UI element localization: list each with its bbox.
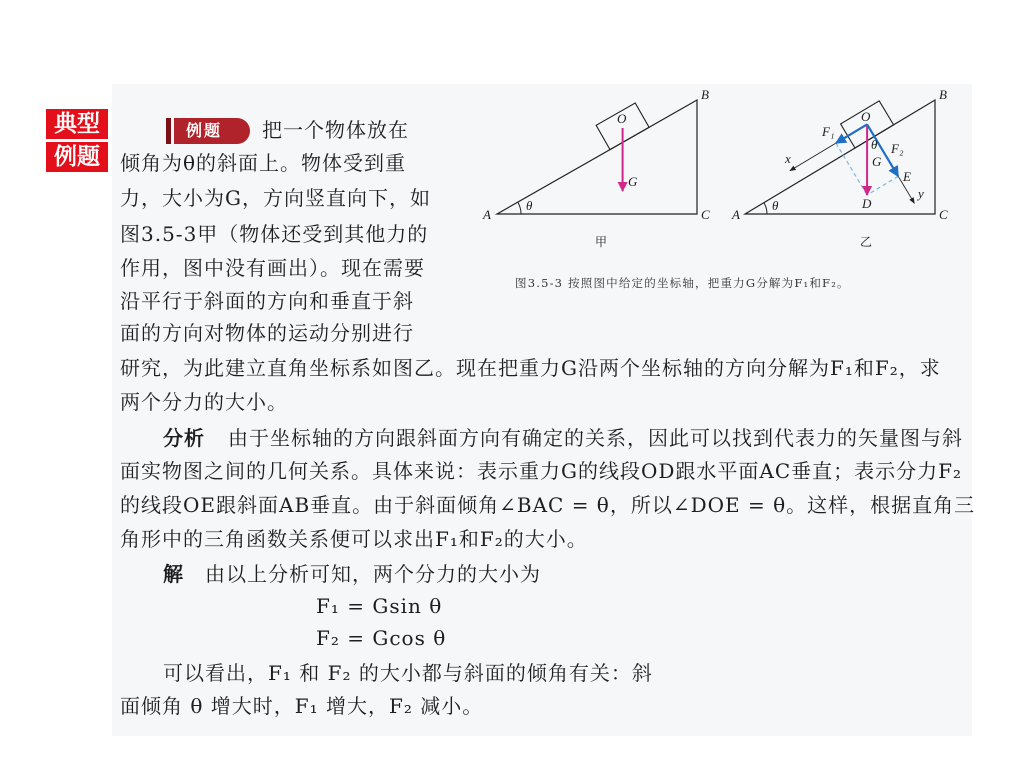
label-o: O — [861, 109, 871, 124]
label-o: O — [617, 111, 627, 126]
tag-line-1: 典型 — [46, 109, 108, 139]
example-badge — [166, 118, 252, 144]
label-g: G — [872, 154, 882, 169]
label-c: C — [939, 207, 948, 222]
diagram-jia — [482, 87, 710, 249]
label-f2: F₂ — [891, 141, 904, 156]
solution-intro: 由以上分析可知，两个分力的大小为 — [205, 562, 541, 586]
label-b: B — [701, 87, 709, 102]
dashed-line-f1-d — [836, 143, 867, 195]
typical-example-tag — [46, 109, 108, 175]
problem-line-7: 面的方向对物体的运动分别进行 — [120, 321, 414, 345]
conclusion-line-1: 可以看出，F₁ 和 F₂ 的大小都与斜面的倾角有关：斜 — [163, 661, 653, 685]
angle-arc — [518, 202, 521, 214]
solution-heading: 解 — [163, 562, 184, 586]
label-y: y — [918, 186, 924, 201]
problem-line-9: 两个分力的大小。 — [120, 390, 288, 414]
label-g: G — [628, 174, 638, 189]
label-d: D — [862, 196, 872, 211]
problem-line-5: 作用，图中没有画出）。现在需要 — [120, 256, 425, 280]
formula-f1: F₁ = Gsin θ — [316, 594, 443, 618]
label-f1: F₁ — [822, 124, 835, 139]
problem-line-3: 力，大小为G，方向竖直向下，如 — [120, 186, 431, 210]
caption-jia: 甲 — [595, 235, 608, 249]
analysis-line-3: 的线段OE跟斜面AB垂直。由于斜面倾角∠BAC = θ，所以∠DOE = θ。这样，根据直角三 — [120, 493, 976, 517]
force-decomposition-figure — [470, 85, 965, 257]
formula-f2: F₂ = Gcos θ — [316, 626, 447, 650]
analysis-line-1: 由于坐标轴的方向跟斜面方向有确定的关系，因此可以找到代表力的矢量图与斜 — [228, 426, 963, 450]
problem-line-2: 倾角为θ的斜面上。物体受到重 — [120, 151, 407, 175]
dashed-line-e-d — [867, 176, 898, 195]
label-theta: θ — [526, 198, 533, 213]
incline-triangle — [497, 100, 697, 214]
badge-bar — [166, 118, 171, 144]
badge-label: 例题 — [174, 118, 250, 144]
diagram-yi — [731, 87, 948, 249]
angle-arc — [764, 203, 767, 214]
incline-triangle — [745, 100, 935, 214]
tag-line-2: 例题 — [46, 142, 108, 172]
label-x: x — [785, 151, 791, 166]
analysis-heading: 分析 — [163, 426, 205, 450]
label-b: B — [939, 87, 947, 102]
label-theta-a: θ — [772, 198, 779, 213]
analysis-line-4: 角形中的三角函数关系便可以求出F₁和F₂的大小。 — [120, 527, 588, 551]
f1-arrow — [836, 124, 867, 143]
label-theta-o: θ — [871, 137, 878, 152]
label-a: A — [732, 207, 740, 222]
analysis-line-2: 面实物图之间的几何关系。具体来说：表示重力G的线段OD跟水平面AC垂直；表示分力F₂ — [120, 459, 963, 483]
label-c: C — [701, 207, 710, 222]
problem-line-8: 研究，为此建立直角坐标系如图乙。现在把重力G沿两个坐标轴的方向分解为F₁和F₂，求 — [120, 356, 941, 380]
conclusion-line-2: 面倾角 θ 增大时，F₁ 增大，F₂ 减小。 — [120, 694, 484, 718]
problem-line-1: 把一个物体放在 — [262, 118, 409, 142]
problem-line-4: 图3.5-3甲（物体还受到其他力的 — [120, 222, 429, 246]
label-a: A — [483, 207, 491, 222]
problem-line-6: 沿平行于斜面的方向和垂直于斜 — [120, 289, 414, 313]
caption-yi: 乙 — [860, 235, 873, 249]
label-e: E — [903, 169, 911, 184]
figure-caption: 图3.5-3 按照图中给定的坐标轴，把重力G分解为F₁和F₂。 — [515, 276, 850, 290]
